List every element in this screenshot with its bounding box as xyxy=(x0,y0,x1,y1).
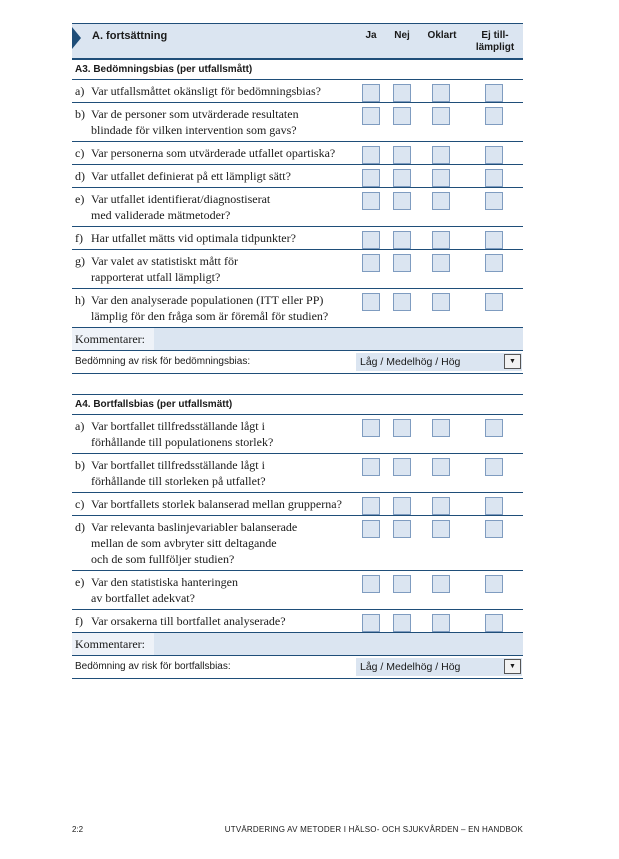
checkbox-nej[interactable] xyxy=(393,520,411,538)
question-letter: h) xyxy=(75,293,85,307)
checkbox-nej[interactable] xyxy=(393,146,411,164)
question-row xyxy=(72,80,523,103)
checkbox-ja[interactable] xyxy=(362,254,380,272)
question-text: Var bortfallet tillfredsställande lågt i förhållande till populationens storlek? xyxy=(91,419,274,449)
checkbox-oklart[interactable] xyxy=(432,146,450,164)
question-letter: a) xyxy=(75,419,85,433)
risk-row xyxy=(72,351,523,374)
risk-select[interactable] xyxy=(356,353,522,371)
page-number: 2:2 xyxy=(72,825,84,834)
question-row xyxy=(72,289,523,328)
checkbox-ja[interactable] xyxy=(362,419,380,437)
comments-label: Kommentarer: xyxy=(75,637,145,651)
question-letter: a) xyxy=(75,84,85,98)
question-row xyxy=(72,493,523,516)
dropdown-arrow-icon[interactable]: ▼ xyxy=(504,659,521,674)
question-letter: f) xyxy=(75,614,83,628)
checkbox-ej-tillampligt[interactable] xyxy=(485,293,503,311)
risk-label: Bedömning av risk för bedömningsbias: xyxy=(75,356,251,367)
comments-field[interactable] xyxy=(72,328,523,351)
question-text: Var orsakerna till bortfallet analyserade? xyxy=(91,614,286,628)
sections xyxy=(72,59,523,679)
column-nej: Nej xyxy=(394,30,410,41)
checkbox-ja[interactable] xyxy=(362,614,380,632)
question-text: Var utfallet identifierat/diagnostiserat med validerade mätmetoder? xyxy=(91,192,271,222)
section-gap xyxy=(72,374,523,394)
question-letter: b) xyxy=(75,458,85,472)
question-text: Var bortfallets storlek balanserad mellan grupperna? xyxy=(91,497,342,511)
dropdown-arrow-icon[interactable]: ▼ xyxy=(504,354,521,369)
form-header xyxy=(72,23,523,59)
question-text: Var personerna som utvärderade utfallet opartiska? xyxy=(91,146,336,160)
checkbox-oklart[interactable] xyxy=(432,254,450,272)
checkbox-oklart[interactable] xyxy=(432,84,450,102)
question-row xyxy=(72,142,523,165)
checkbox-ej-tillampligt[interactable] xyxy=(485,419,503,437)
checkbox-ej-tillampligt[interactable] xyxy=(485,520,503,538)
footer-title: UTVÄRDERING AV METODER I HÄLSO- OCH SJUKVÅRDEN – EN HANDBOK xyxy=(224,825,523,834)
assessment-form xyxy=(72,23,523,679)
checkbox-nej[interactable] xyxy=(393,84,411,102)
checkbox-oklart[interactable] xyxy=(432,614,450,632)
checkbox-oklart[interactable] xyxy=(432,497,450,515)
question-letter: b) xyxy=(75,107,85,121)
question-text: Var valet av statistiskt mått för rapporterat utfall lämpligt? xyxy=(91,254,238,284)
checkbox-nej[interactable] xyxy=(393,231,411,249)
checkbox-ej-tillampligt[interactable] xyxy=(485,192,503,210)
question-row xyxy=(72,571,523,610)
question-text: Var den analyserade populationen (ITT eller PP) lämplig för den fråga som är föremål för studien? xyxy=(91,293,329,323)
checkbox-oklart[interactable] xyxy=(432,169,450,187)
checkbox-ej-tillampligt[interactable] xyxy=(485,458,503,476)
risk-label: Bedömning av risk för bortfallsbias: xyxy=(75,661,231,672)
question-text: Var utfallsmåttet okänsligt för bedömningsbias? xyxy=(91,84,321,98)
comments-label: Kommentarer: xyxy=(75,332,145,346)
checkbox-ja[interactable] xyxy=(362,146,380,164)
risk-select-value: Låg / Medelhög / Hög xyxy=(360,661,461,673)
checkbox-nej[interactable] xyxy=(393,575,411,593)
checkbox-oklart[interactable] xyxy=(432,107,450,125)
checkbox-oklart[interactable] xyxy=(432,458,450,476)
checkbox-ej-tillampligt[interactable] xyxy=(485,84,503,102)
question-row xyxy=(72,165,523,188)
question-text: Var de personer som utvärderade resultaten blindade för vilken intervention som gavs? xyxy=(91,107,299,137)
checkbox-oklart[interactable] xyxy=(432,575,450,593)
section-title: A4. Bortfallsbias (per utfallsmätt) xyxy=(72,394,523,415)
form-title: A. fortsättning xyxy=(92,30,168,42)
checkbox-nej[interactable] xyxy=(393,254,411,272)
checkbox-nej[interactable] xyxy=(393,458,411,476)
checkbox-oklart[interactable] xyxy=(432,419,450,437)
checkbox-nej[interactable] xyxy=(393,419,411,437)
question-letter: e) xyxy=(75,575,85,589)
checkbox-ja[interactable] xyxy=(362,107,380,125)
risk-select[interactable] xyxy=(356,658,522,676)
checkbox-ja[interactable] xyxy=(362,169,380,187)
checkbox-ej-tillampligt[interactable] xyxy=(485,575,503,593)
checkbox-ja[interactable] xyxy=(362,575,380,593)
checkbox-nej[interactable] xyxy=(393,192,411,210)
checkbox-ja[interactable] xyxy=(362,192,380,210)
question-row xyxy=(72,454,523,493)
triangle-marker-icon xyxy=(72,27,81,49)
checkbox-ej-tillampligt[interactable] xyxy=(485,254,503,272)
checkbox-ej-tillampligt[interactable] xyxy=(485,497,503,515)
question-row xyxy=(72,516,523,571)
checkbox-nej[interactable] xyxy=(393,497,411,515)
checkbox-nej[interactable] xyxy=(393,169,411,187)
question-letter: f) xyxy=(75,231,83,245)
checkbox-oklart[interactable] xyxy=(432,192,450,210)
checkbox-ej-tillampligt[interactable] xyxy=(485,107,503,125)
question-letter: g) xyxy=(75,254,85,268)
column-oklart: Oklart xyxy=(427,30,457,41)
question-row xyxy=(72,103,523,142)
question-text: Var utfallet definierat på ett lämpligt sätt? xyxy=(91,169,291,183)
checkbox-ej-tillampligt[interactable] xyxy=(485,146,503,164)
checkbox-nej[interactable] xyxy=(393,614,411,632)
section-title: A3. Bedömningsbias (per utfallsmått) xyxy=(72,59,523,80)
checkbox-ja[interactable] xyxy=(362,293,380,311)
column-ja: Ja xyxy=(365,30,377,41)
question-letter: d) xyxy=(75,520,85,534)
checkbox-oklart[interactable] xyxy=(432,231,450,249)
risk-row xyxy=(72,656,523,679)
question-letter: c) xyxy=(75,497,85,511)
checkbox-nej[interactable] xyxy=(393,107,411,125)
question-row xyxy=(72,415,523,454)
checkbox-ej-tillampligt[interactable] xyxy=(485,231,503,249)
checkbox-ja[interactable] xyxy=(362,231,380,249)
checkbox-ej-tillampligt[interactable] xyxy=(485,169,503,187)
checkbox-ja[interactable] xyxy=(362,520,380,538)
question-letter: d) xyxy=(75,169,85,183)
checkbox-ja[interactable] xyxy=(362,84,380,102)
comments-field[interactable] xyxy=(72,633,523,656)
question-text: Var den statistiska hanteringen av bortfallet adekvat? xyxy=(91,575,238,605)
checkbox-oklart[interactable] xyxy=(432,293,450,311)
question-text: Har utfallet mätts vid optimala tidpunkter? xyxy=(91,231,296,245)
checkbox-nej[interactable] xyxy=(393,293,411,311)
checkbox-ej-tillampligt[interactable] xyxy=(485,614,503,632)
question-row xyxy=(72,250,523,289)
column-ej-tillampligt: Ej till- lämpligt xyxy=(475,30,515,53)
question-letter: e) xyxy=(75,192,85,206)
question-text: Var relevanta baslinjevariabler balanserade mellan de som avbryter sitt deltagande och de som fullföljer studien? xyxy=(91,520,298,566)
checkbox-ja[interactable] xyxy=(362,497,380,515)
checkbox-ja[interactable] xyxy=(362,458,380,476)
question-text: Var bortfallet tillfredsställande lågt i förhållande till storleken på utfallet? xyxy=(91,458,266,488)
risk-select-value: Låg / Medelhög / Hög xyxy=(360,356,461,368)
question-row xyxy=(72,227,523,250)
question-row xyxy=(72,610,523,633)
question-letter: c) xyxy=(75,146,85,160)
checkbox-oklart[interactable] xyxy=(432,520,450,538)
question-row xyxy=(72,188,523,227)
